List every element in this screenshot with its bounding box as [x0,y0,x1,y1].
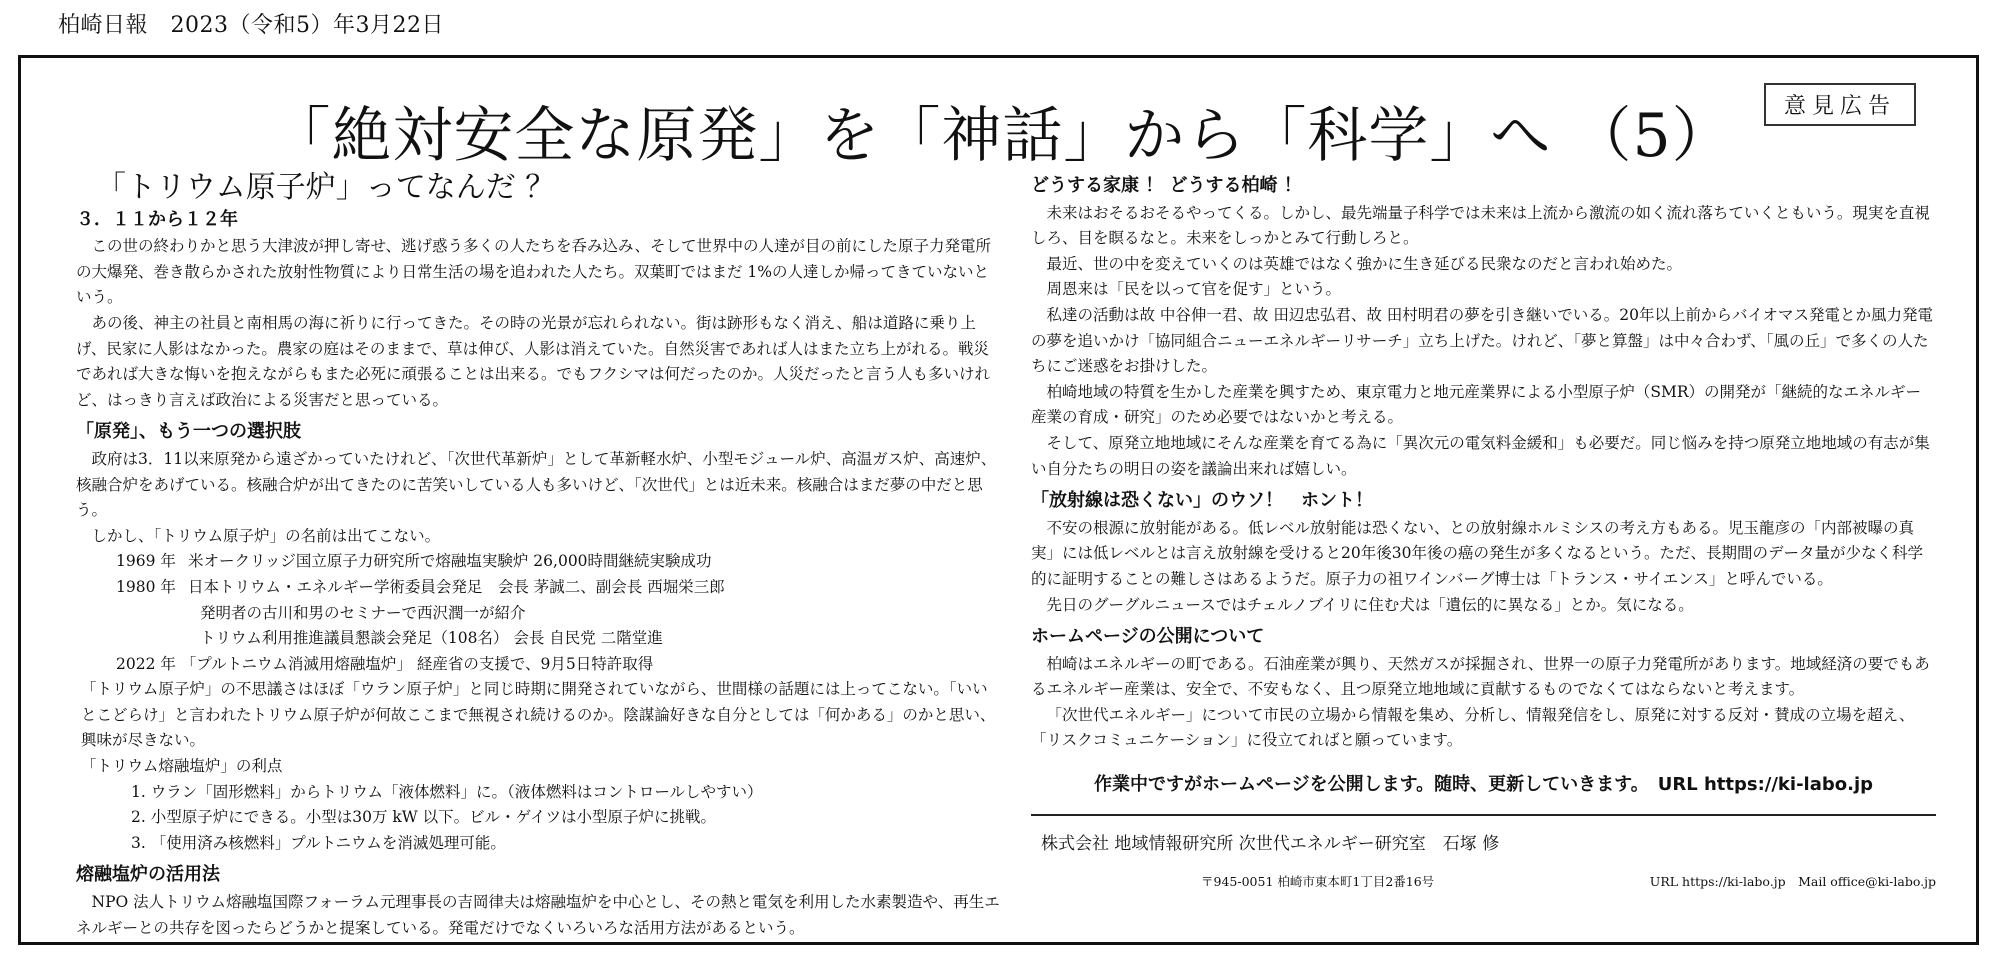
paragraph: あの後、神主の社員と南相馬の海に祈りに行ってきた。その時の光景が忘れられない。街は跡形もなく消え、船は道路に乗り上げ、民家に人影はなかった。農家の庭はそのままで、草は伸び、人影は消えていた。自然災害であれば人はまた立ち上がれる。戦災であれば大きな悔いを抱えながらもまた必死に頑張ることは出来る。でもフクシマは何だったのか。人災だったと言う人も多いけれど、はっきり言えば政治による災害だと思っている。 [76,313,991,409]
paragraph: 政府は3．11以来原発から遠ざかっていたけれど、「次世代革新炉」として革新軽水炉、小型モジュール炉、高温ガス炉、高速炉、核融合炉をあげている。核融合炉が出てきたのに苦笑いしている人も多いけど、「次世代」とは近未来。核融合はまだ夢の中だと思う。 [76,449,997,520]
timeline-row [76,549,1001,575]
right-column [1031,173,1936,890]
timeline-year: 1969 年 [116,552,176,571]
paragraph: 「トリウム原子炉」の不思議さはほぼ「ウラン原子炉」と同じ時期に開発されていながら、世間様の話題には上ってこない。「いいとこどらけ」と言われたトリウム原子炉が何故ここまで無視され続けるのか。陰謀論好きな自分としては「何かある」のかと思い、興味が尽きない。 [81,680,996,750]
section-heading: 「放射線は恐くない」のウソ！ ホント！ [1031,490,1373,512]
section-heading: ３．１１から１２年 [76,208,238,230]
paragraph: 周恩来は「民を以って官を促す」という。 [1046,280,1342,299]
masthead: 柏崎日報 2023（令和5）年3月22日 [58,13,444,38]
timeline-row [76,575,1001,601]
section-heading: 「原発」、もう一つの選択肢 [76,421,301,443]
timeline-text: 日本トリウム・エネルギー学術委員会発足 会長 茅誠二、副会長 西堀栄三郎 [188,577,725,596]
merit-item: 1. ウラン「固形燃料」からトリウム「液体燃料」に。（液体燃料はコントロールしやすい） [131,782,763,801]
section-heading: どうする家康 ！ どうする柏崎 ！ [1031,175,1302,196]
timeline-row: 2022 年 「プルトニウム消滅用熔融塩炉」 経産省の支援で、9月5日特許取得 [116,654,654,673]
paragraph: 柏崎はエネルギーの町である。石油産業が興り、天然ガスが採掘され、世界一の原子力発電所があります。地域経済の要でもあるエネルギー産業は、安全で、不安もなく、且つ原発立地地域に貢献するものでなくてはならないと考えます。 [1031,654,1930,699]
headline: 「絶対安全な原発」を「神話」から「科学」へ （5） [270,101,1733,171]
timeline-cont: 発明者の古川和男のセミナーで西沢潤一が紹介 [200,603,526,622]
postal-address: 〒945-0051 柏崎市東本町1丁目2番16号 [1201,874,1435,890]
paragraph: 柏崎地域の特質を生かした産業を興すため、東京電力と地元産業界による小型原子炉（SMR）の開発が「継続的なエネルギー産業の育成・研究」のため必要ではないかと考える。 [1031,382,1922,427]
footer-contact [1031,869,1936,890]
paragraph: NPO 法人トリウム熔融塩国際フォーラム元理事長の吉岡律夫は熔融塩炉を中心とし、その熱と電気を利用した水素製造や、再生エネルギーとの共存を図ったらどうかと提案している。発電だけでなくいろいろな活用方法があるという。 [76,893,1000,937]
contact-info: URL https://ki-labo.jp Mail office@ki-labo.jp [1649,874,1936,890]
paragraph: そして、原発立地地域にそんな産業を育てる為に「異次元の電気料金緩和」も必要だ。同じ悩みを持つ原発立地地域の有志が集い自分たちの明日の姿を議論出来れば嬉しい。 [1031,433,1930,478]
paragraph: 私達の活動は故 中谷伸一君、故 田辺忠弘君、故 田村明君の夢を引き継いでいる。20年以上前からバイオマス発電とか風力発電の夢を追いかけ「協同組合ニューエネルギーリサーチ」立ち上げた。けれど、「夢と算盤」は中々合わず、「風の丘」で多くの人たちにご迷惑をお掛けした。 [1031,305,1934,376]
merits-intro: 「トリウム熔融塩炉」の利点 [81,757,283,776]
paragraph: 最近、世の中を変えていくのは英雄ではなく強かに生き延びる民衆なのだと言われ始めた。 [1046,254,1683,273]
timeline-cont: トリウム利用推進議員懇談会発足（108名） 会長 自民党 二階堂進 [200,629,663,648]
paragraph: 不安の根源に放射能がある。低レベル放射能は恐くない、との放射線ホルミシスの考え方もある。児玉龍彦の「内部被曝の真実」には低レベルとは言え放射線を受けると20年後30年後の癌の発生が多くなるという。ただ、長期間のデータ量が少なく科学的に証明することの難しさはあるようだ。原子力の祖ワインバーグ博士は「トランス・サイエンス」と呼んでいる。 [1031,518,1923,588]
section-heading: 熔融塩炉の活用法 [76,864,220,886]
paragraph: この世の終わりかと思う大津波が押し寄せ、逃げ惑う多くの人たちを呑み込み、そして世界中の人達が目の前にした原子力発電所の大爆発、巻き散らかされた放射性物質により日常生活の場を追われた人たち。双葉町ではまだ 1%の人達しか帰ってきていないという。 [76,237,991,307]
sub-title: 「トリウム原子炉」ってなんだ ？ [96,170,556,205]
merit-item: 2. 小型原子炉にできる。小型は30万 kW 以下。ビル・ゲイツは小型原子炉に挑戦。 [131,808,717,827]
paragraph: 未来はおそるおそるやってくる。しかし、最先端量子科学では未来は上流から激流の如く流れ落ちていくともいう。現実を直視しろ、目を瞑るなと。未来をしっかとみて行動しろと。 [1031,203,1930,248]
left-column [76,170,1001,941]
paragraph: しかし、「トリウム原子炉」の名前は出てこない。 [91,526,441,545]
divider [1031,814,1936,816]
merit-item: 3. 「使用済み核燃料」プルトニウムを消滅処理可能。 [131,833,506,852]
company-name: 株式会社 地域情報研究所 次世代エネルギー研究室 石塚 修 [1041,833,1500,854]
timeline-year: 1980 年 [116,577,176,596]
section-heading: ホームページの公開について [1031,626,1265,648]
paragraph: 「次世代エネルギー」について市民の立場から情報を集め、分析し、情報発信をし、原発に対する反対・賛成の立場を超え、「リスクコミュニケーション」に役立てればと願っています。 [1031,705,1915,750]
opinion-ad-badge: 意見広告 [1764,83,1916,126]
paragraph: 先日のグーグルニュースではチェルノブイリに住む犬は「遺伝的に異なる」とか。気になる。 [1046,595,1694,614]
timeline-text: 米オークリッジ国立原子力研究所で熔融塩実験炉 26,000時間継続実験成功 [188,552,712,571]
ad-frame [18,55,1979,945]
homepage-announcement: 作業中ですがホームページを公開します。随時、更新していきます。 URL https://ki-labo.jp [1093,774,1873,796]
